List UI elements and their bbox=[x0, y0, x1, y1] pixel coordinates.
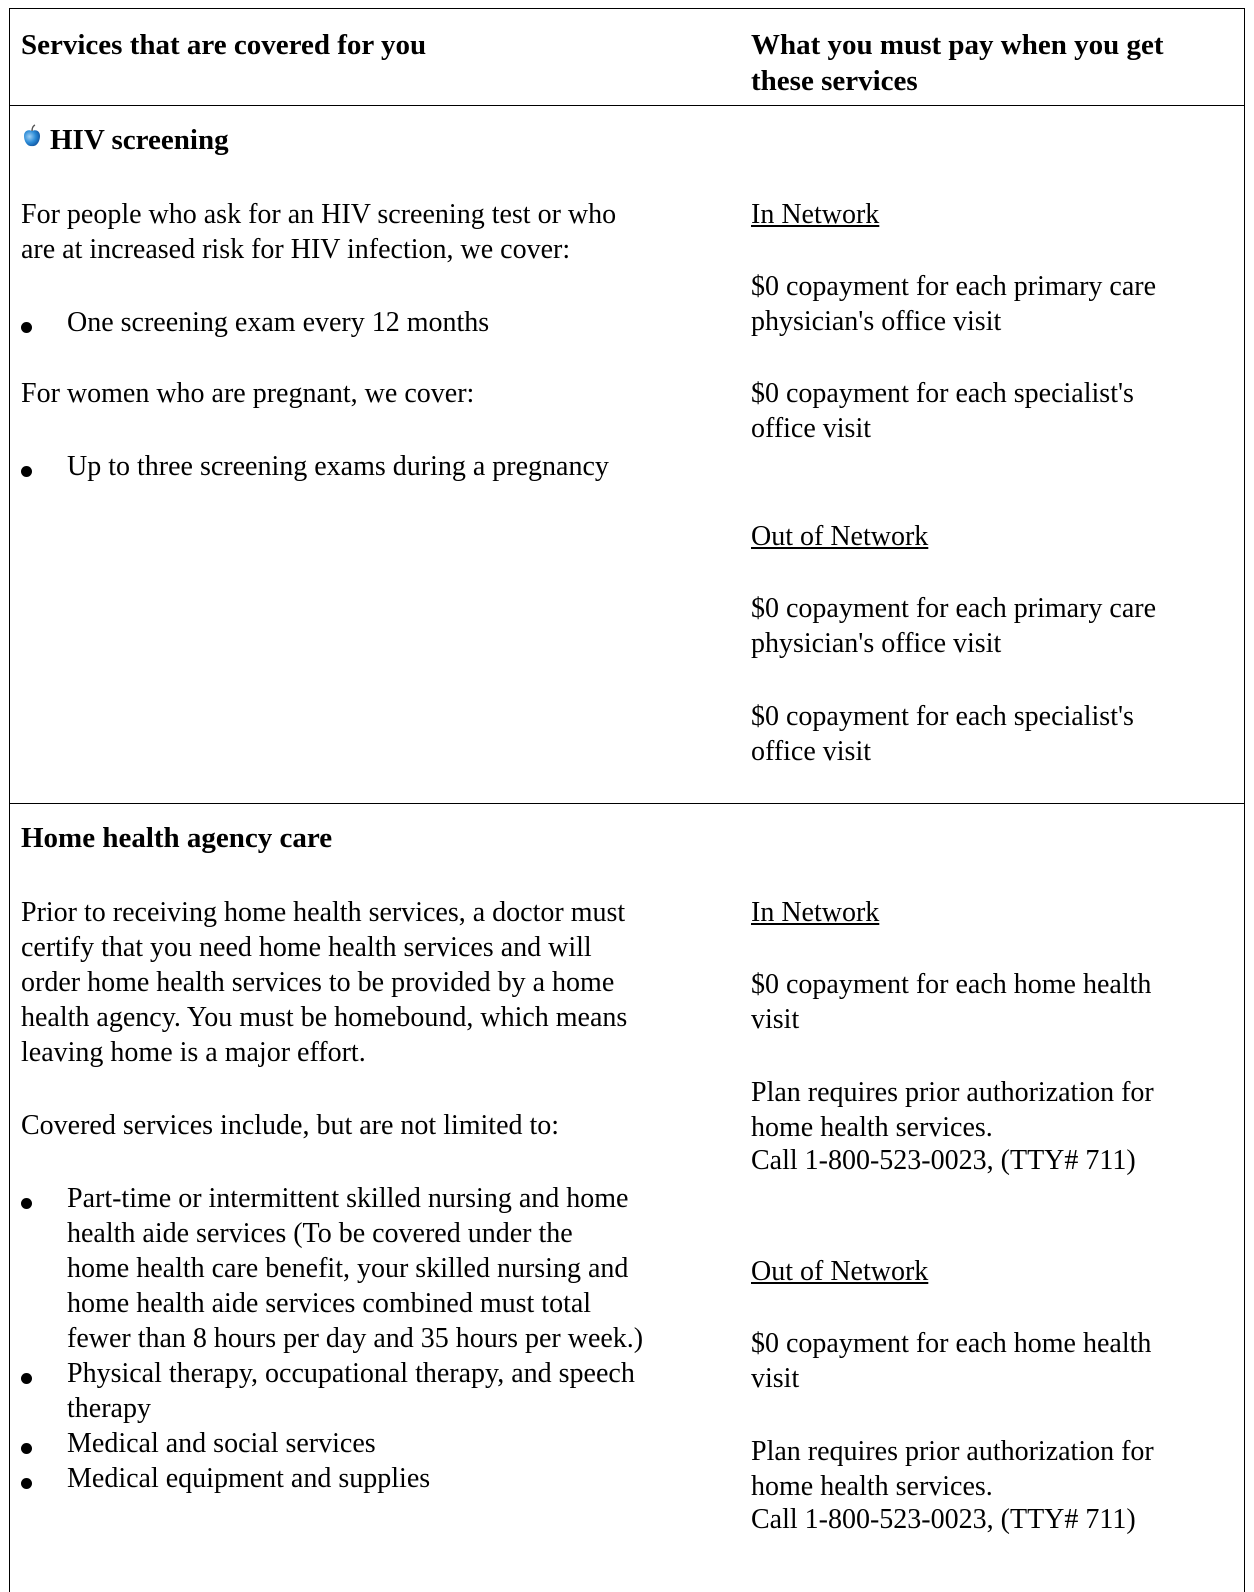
bullet-icon bbox=[21, 1478, 32, 1489]
hiv-in-network-heading: In Network bbox=[751, 199, 880, 230]
hiv-in-pcp-line1: $0 copayment for each primary care bbox=[751, 271, 1157, 302]
hiv-in-spec-line2: office visit bbox=[751, 413, 872, 444]
benefits-table: Services that are covered for you What you must pay when you get these services HIV screening For people who ask for an HIV screening test or who are at increased risk for HIV infection, we cover: One screening exam every 12 months For women who are pregnant, we cover: Up to three screening exams during a pregnancy In Network $0 copayment for each primary care physician's office visit $0 copayment for each specialist's office visit Out of Network $0 copayment for each primary care physician's office visit $0 copayment for each specialist's office visit Home health agency care Prior to receiving home health services, a doctor must certify that you need home health services and will order home health services to be provided by a home health agency. You must be homebound, which means leaving home is a major effort. Covered services include, but are not limited to: Part-time or intermittent skilled nursing and home health aide services (To be covered under the home health care benefit, your skilled nursing and home health aide services combined must total fewer than 8 hours per day and 35 hours per week.) Physical therapy, occupational therapy, and speech therapy Medical and social services Medical equipment and supplies In Network $0 copayment for each home health visit Plan requires prior authorization for home health services. Call 1-800-523-0023, (TTY# 711) Out of Network $0 copayment for each home health visit Plan requires prior authorization for home health services. Call 1-800-523-0023, (TTY# 711) bbox=[9, 8, 1245, 1592]
header-services-covered: Services that are covered for you bbox=[21, 29, 427, 61]
hiv-out-pcp-line2: physician's office visit bbox=[751, 628, 1002, 659]
home-b1-line5: fewer than 8 hours per day and 35 hours per week.) bbox=[67, 1323, 644, 1354]
hiv-out-spec-line2: office visit bbox=[751, 736, 872, 767]
section-title-hiv-screening: HIV screening bbox=[50, 124, 229, 156]
home-b1-line2: health aide services (To be covered under the bbox=[67, 1218, 573, 1249]
header-what-you-pay-line2: these services bbox=[751, 65, 918, 97]
home-out-network-heading: Out of Network bbox=[751, 1256, 929, 1287]
home-out-auth-line3: Call 1-800-523-0023, (TTY# 711) bbox=[751, 1504, 1136, 1535]
home-intro-line2: certify that you need home health services and will bbox=[21, 932, 592, 963]
header-divider bbox=[10, 105, 1244, 106]
home-b4: Medical equipment and supplies bbox=[67, 1463, 431, 1494]
bullet-icon bbox=[21, 466, 32, 477]
home-in-auth-line3: Call 1-800-523-0023, (TTY# 711) bbox=[751, 1145, 1136, 1176]
home-b1-line4: home health aide services combined must total bbox=[67, 1288, 592, 1319]
hiv-intro-line2: are at increased risk for HIV infection, we cover: bbox=[21, 234, 571, 265]
home-b2-line2: therapy bbox=[67, 1393, 151, 1424]
home-in-auth-line2: home health services. bbox=[751, 1112, 993, 1143]
hiv-intro-line1: For people who ask for an HIV screening test or who bbox=[21, 199, 617, 230]
home-in-copay-line2: visit bbox=[751, 1004, 800, 1035]
hiv-out-spec-line1: $0 copayment for each specialist's bbox=[751, 701, 1134, 732]
home-in-auth-line1: Plan requires prior authorization for bbox=[751, 1077, 1154, 1108]
bullet-icon bbox=[21, 1373, 32, 1384]
bullet-icon bbox=[21, 1198, 32, 1209]
bullet-icon bbox=[21, 322, 32, 333]
home-b2-line1: Physical therapy, occupational therapy, and speech bbox=[67, 1358, 635, 1389]
home-b1-line3: home health care benefit, your skilled nursing and bbox=[67, 1253, 629, 1284]
home-intro-line5: leaving home is a major effort. bbox=[21, 1037, 366, 1068]
home-in-network-heading: In Network bbox=[751, 897, 880, 928]
home-intro-line1: Prior to receiving home health services, a doctor must bbox=[21, 897, 626, 928]
home-out-auth-line2: home health services. bbox=[751, 1471, 993, 1502]
home-in-copay-line1: $0 copayment for each home health bbox=[751, 969, 1152, 1000]
section-title-home-health: Home health agency care bbox=[21, 822, 333, 854]
home-out-copay-line1: $0 copayment for each home health bbox=[751, 1328, 1152, 1359]
home-b1-line1: Part-time or intermittent skilled nursing and home bbox=[67, 1183, 629, 1214]
home-out-auth-line1: Plan requires prior authorization for bbox=[751, 1436, 1154, 1467]
apple-icon bbox=[22, 124, 42, 148]
home-intro-line4: health agency. You must be homebound, which means bbox=[21, 1002, 628, 1033]
header-what-you-pay-line1: What you must pay when you get bbox=[751, 29, 1164, 61]
hiv-women-line: For women who are pregnant, we cover: bbox=[21, 378, 475, 409]
home-out-copay-line2: visit bbox=[751, 1363, 800, 1394]
home-intro-line3: order home health services to be provided by a home bbox=[21, 967, 615, 998]
hiv-in-spec-line1: $0 copayment for each specialist's bbox=[751, 378, 1134, 409]
bullet-icon bbox=[21, 1443, 32, 1454]
hiv-out-pcp-line1: $0 copayment for each primary care bbox=[751, 593, 1157, 624]
home-covered-line: Covered services include, but are not limited to: bbox=[21, 1110, 560, 1141]
hiv-in-pcp-line2: physician's office visit bbox=[751, 306, 1002, 337]
section-divider bbox=[10, 803, 1244, 804]
home-b3: Medical and social services bbox=[67, 1428, 376, 1459]
hiv-out-network-heading: Out of Network bbox=[751, 521, 929, 552]
